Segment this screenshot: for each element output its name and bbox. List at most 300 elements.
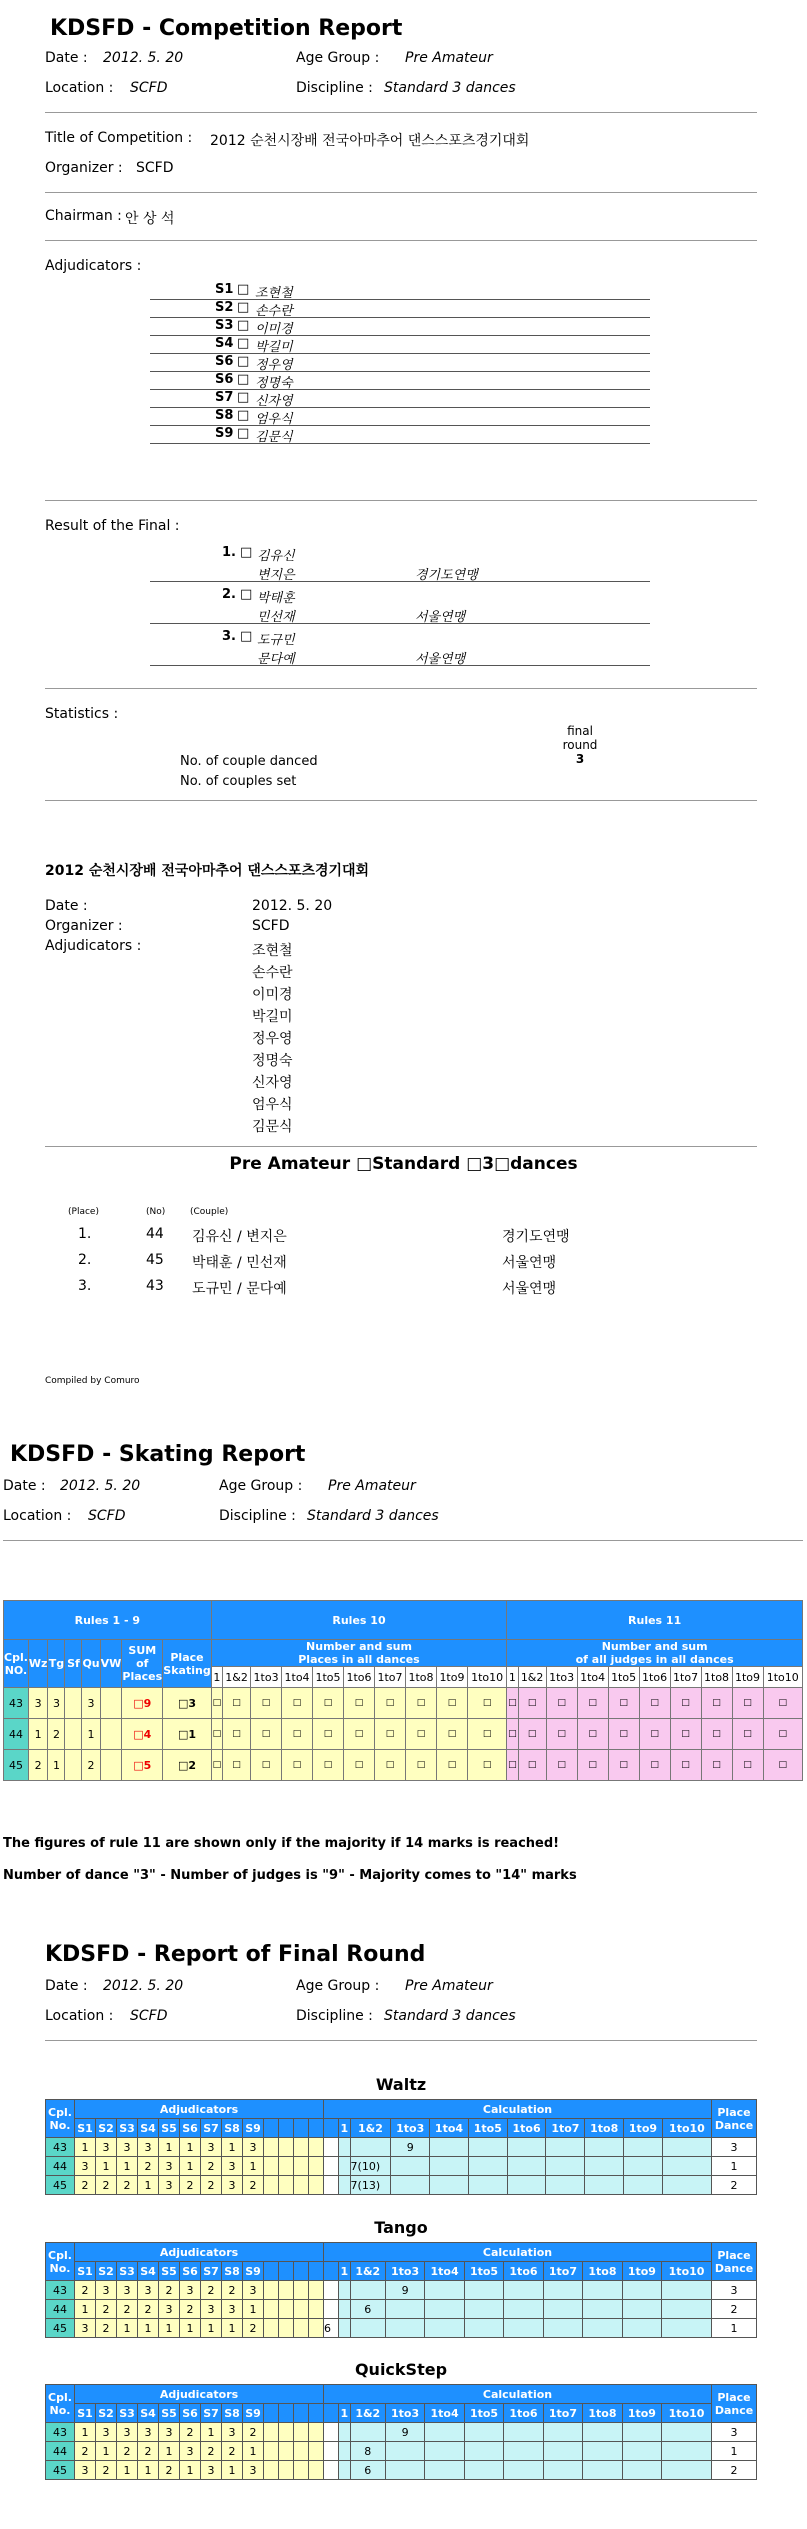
col-place-label: (Place) [68, 1207, 99, 1217]
age-group-value: Pre Amateur [405, 50, 493, 66]
place-dance-header-line2: Dance [714, 2118, 754, 2132]
judge-mark: 3 [75, 2319, 96, 2338]
sum-header-line1: SUM of [128, 1644, 157, 1670]
judge-mark: 1 [222, 2138, 243, 2157]
summary-number: 43 [146, 1278, 164, 1294]
judge-mark-empty [309, 2157, 324, 2176]
rule10-cell: □ [313, 1719, 344, 1750]
judge-header: S1 [75, 2262, 96, 2281]
divider [45, 688, 757, 689]
judge-mark: 1 [222, 2319, 243, 2338]
judge-mark: 3 [180, 2442, 201, 2461]
calc-cell [543, 2442, 582, 2461]
calc-cell [350, 2319, 385, 2338]
judge-mark-empty [264, 2300, 279, 2319]
calc-cell [662, 2176, 711, 2195]
pre-calc-cell [324, 2423, 339, 2442]
final-round-header-line1: final [567, 724, 593, 738]
rule11-cell: □ [701, 1719, 732, 1750]
judge-mark-empty [309, 2138, 324, 2157]
fr-row [46, 2138, 757, 2157]
cpl-header-line2: No. [49, 2118, 71, 2132]
judge-header: S8 [222, 2404, 243, 2423]
sum-header [122, 1640, 163, 1688]
result-club: 경기도연맹 [415, 568, 478, 583]
calc-cell [339, 2300, 351, 2319]
judge-mark: 1 [180, 2319, 201, 2338]
box-icon: □ [237, 354, 250, 369]
calculation-header: Calculation [324, 2100, 712, 2119]
calc-cell [543, 2319, 582, 2338]
pre-calc-cell [324, 2157, 339, 2176]
judge-mark: 2 [180, 2176, 201, 2195]
dance-place: 1 [28, 1719, 48, 1750]
calc-cell [339, 2442, 351, 2461]
rules-11-subheader [507, 1640, 803, 1667]
calc-column-header: 1to3 [546, 1667, 577, 1688]
calc-cell [583, 2319, 622, 2338]
judge-mark-empty [264, 2176, 279, 2195]
judge-mark: 3 [243, 2461, 264, 2480]
rule11-cell: □ [670, 1750, 701, 1781]
dance-place [100, 1750, 122, 1781]
calc-column-header: 1to10 [763, 1667, 802, 1688]
judge-header-empty [264, 2119, 279, 2138]
result-place: 1. [222, 545, 236, 560]
judge-mark-empty [294, 2281, 309, 2300]
calc-column-header: 1 [211, 1667, 222, 1688]
judge-header-empty [279, 2262, 294, 2281]
calc-column-header: 1to5 [464, 2262, 503, 2281]
summary-date-value: 2012. 5. 20 [252, 898, 333, 914]
sk-age-group-label: Age Group : [219, 1478, 303, 1494]
calc-cell [546, 2138, 585, 2157]
dance-header: Wz [28, 1640, 48, 1688]
rules-10-subheader [211, 1640, 507, 1667]
calc-column-header: 1to7 [543, 2404, 582, 2423]
calc-column-header: 1 [339, 2404, 351, 2423]
chairman-label: Chairman : [45, 208, 122, 224]
calc-column-header: 1&2 [350, 2119, 391, 2138]
calc-column-header: 1to10 [662, 2262, 712, 2281]
judge-mark: 2 [201, 2157, 222, 2176]
calc-cell [543, 2300, 582, 2319]
rule10-cell: □ [344, 1688, 375, 1719]
result-partner-1: 박태훈 [257, 591, 295, 606]
skating-note-1: The figures of rule 11 are shown only if the majority if 14 marks is reached! [3, 1836, 560, 1851]
result-partner-2: 문다예 [257, 652, 295, 667]
final-round-header-line2: round [562, 738, 598, 752]
calc-cell [622, 2281, 661, 2300]
judge-mark-empty [309, 2319, 324, 2338]
calculation-header: Calculation [324, 2385, 712, 2404]
summary-place: 3. [78, 1278, 92, 1294]
place-dance-header-line1: Place [717, 2390, 751, 2404]
rule11-cell: □ [608, 1719, 639, 1750]
judge-header: S5 [159, 2404, 180, 2423]
calc-cell [624, 2157, 663, 2176]
calc-cell [583, 2423, 622, 2442]
judge-mark: 3 [243, 2281, 264, 2300]
judge-mark: 1 [243, 2442, 264, 2461]
judge-mark: 2 [222, 2281, 243, 2300]
calc-cell [504, 2442, 543, 2461]
calc-column-header: 1to6 [507, 2119, 546, 2138]
calc-cell [504, 2461, 543, 2480]
dance-title: Tango [374, 2218, 428, 2237]
calc-column-header: 1to5 [468, 2119, 507, 2138]
divider [45, 800, 757, 801]
calc-cell [350, 2281, 385, 2300]
judge-mark: 3 [201, 2461, 222, 2480]
rule11-cell: □ [732, 1719, 763, 1750]
calc-column-header: 1&2 [350, 2404, 385, 2423]
calc-cell [339, 2461, 351, 2480]
fr-date-value: 2012. 5. 20 [103, 1978, 184, 1994]
result-underline [150, 581, 650, 582]
judge-mark: 2 [243, 2319, 264, 2338]
calc-cell [583, 2300, 622, 2319]
rule11-cell: □ [507, 1719, 518, 1750]
adjudicator-code: S1 [215, 282, 234, 297]
calc-cell [583, 2461, 622, 2480]
calc-column-header: 1 [339, 2119, 351, 2138]
dance-title: Waltz [375, 2075, 427, 2094]
calc-column-header: 1to9 [624, 2119, 663, 2138]
competition-title-label: Title of Competition : [45, 130, 193, 146]
rule11-cell: □ [507, 1750, 518, 1781]
calc-cell [425, 2442, 464, 2461]
calc-cell: 9 [385, 2423, 424, 2442]
judge-mark-empty [279, 2423, 294, 2442]
judge-header: S6 [180, 2119, 201, 2138]
box-icon: □ [237, 282, 250, 297]
calc-column-header: 1to8 [585, 2119, 624, 2138]
result-underline [150, 665, 650, 666]
summary-club: 경기도연맹 [502, 1229, 570, 1245]
calc-cell [543, 2461, 582, 2480]
pre-calc-header [324, 2404, 339, 2423]
calc-cell [425, 2281, 464, 2300]
judge-mark: 3 [138, 2281, 159, 2300]
organizer-label: Organizer : [45, 160, 123, 176]
calc-column-header: 1to9 [732, 1667, 763, 1688]
calc-column-header: 1to6 [504, 2262, 543, 2281]
calc-cell: 7(10) [350, 2157, 391, 2176]
calc-cell [464, 2319, 503, 2338]
rule11-cell: □ [701, 1688, 732, 1719]
judge-mark-empty [309, 2176, 324, 2195]
judge-header: S9 [243, 2404, 264, 2423]
calc-cell [662, 2281, 712, 2300]
judge-mark: 2 [180, 2423, 201, 2442]
judge-mark: 2 [138, 2442, 159, 2461]
sk-location-label: Location : [3, 1508, 72, 1524]
calc-cell [585, 2157, 624, 2176]
judge-header: S7 [201, 2262, 222, 2281]
judge-mark-empty [294, 2138, 309, 2157]
calc-column-header: 1to8 [405, 1667, 436, 1688]
calc-cell [430, 2157, 469, 2176]
skating-table-wrap [3, 1600, 803, 1781]
judge-mark-empty [279, 2442, 294, 2461]
judge-mark: 3 [75, 2461, 96, 2480]
calc-cell [339, 2157, 351, 2176]
box-icon: □ [240, 587, 253, 602]
rule11-cell: □ [639, 1750, 670, 1781]
sk-date-label: Date : [3, 1478, 46, 1494]
rule10-cell: □ [436, 1719, 467, 1750]
cpl-header-line2: No. [49, 2403, 71, 2417]
rule10-cell: □ [251, 1719, 282, 1750]
calc-column-header: 1to3 [385, 2404, 424, 2423]
place-skating-header [163, 1640, 211, 1688]
calc-cell [504, 2319, 543, 2338]
rule11-cell: □ [670, 1719, 701, 1750]
rules-11-subheader-line2: of all judges in all dances [575, 1653, 734, 1666]
calc-cell [425, 2423, 464, 2442]
judge-mark: 1 [96, 2157, 117, 2176]
final-round-table-wrap [45, 2384, 757, 2480]
adjudicators-header: Adjudicators [75, 2243, 324, 2262]
adjudicator-name: 신자영 [255, 394, 293, 409]
judge-mark: 1 [159, 2138, 180, 2157]
adjudicator-code: S8 [215, 408, 234, 423]
statistics-label: Statistics : [45, 706, 119, 722]
judge-mark: 1 [117, 2461, 138, 2480]
judge-header-empty [294, 2119, 309, 2138]
rule10-cell: □ [211, 1688, 222, 1719]
judge-mark: 3 [222, 2423, 243, 2442]
judge-header-empty [294, 2404, 309, 2423]
summary-place: 1. [78, 1226, 92, 1242]
judge-header: S5 [159, 2262, 180, 2281]
calc-column-header: 1to3 [251, 1667, 282, 1688]
judge-mark: 2 [96, 2461, 117, 2480]
rule10-cell: □ [282, 1750, 313, 1781]
pre-calc-cell [324, 2138, 339, 2157]
summary-number: 45 [146, 1252, 164, 1268]
rule11-cell: □ [763, 1688, 802, 1719]
summary-organizer-label: Organizer : [45, 918, 123, 934]
calc-column-header: 1to7 [670, 1667, 701, 1688]
place-skating-header-line2: Skating [163, 1663, 211, 1677]
judge-header-empty [264, 2404, 279, 2423]
summary-couple: 도규민 / 문다예 [192, 1281, 287, 1297]
box-icon: □ [237, 426, 250, 441]
fr-header-row [46, 2100, 757, 2119]
judge-mark-empty [264, 2138, 279, 2157]
sk-discipline-label: Discipline : [219, 1508, 296, 1524]
rule10-cell: □ [211, 1719, 222, 1750]
box-icon: □ [237, 390, 250, 405]
fr-age-group-label: Age Group : [296, 1978, 380, 1994]
summary-couple: 김유신 / 변지은 [192, 1229, 287, 1245]
chairman-value: 안 상 석 [125, 211, 175, 227]
judge-mark: 2 [75, 2281, 96, 2300]
judge-mark: 3 [138, 2423, 159, 2442]
calc-column-header: 1 [507, 1667, 518, 1688]
sk-discipline-value: Standard 3 dances [307, 1508, 439, 1524]
summary-adjudicator-name: 엄우식 [252, 1097, 293, 1113]
calc-cell [507, 2157, 546, 2176]
calc-column-header: 1to9 [622, 2404, 661, 2423]
fr-row [46, 2157, 757, 2176]
calc-column-header: 1to3 [391, 2119, 430, 2138]
judge-mark: 2 [117, 2442, 138, 2461]
judge-mark: 1 [75, 2300, 96, 2319]
calc-cell [622, 2300, 661, 2319]
judge-mark-empty [294, 2319, 309, 2338]
judge-header: S4 [138, 2404, 159, 2423]
col-couple-label: (Couple) [190, 1207, 229, 1217]
calc-cell [543, 2281, 582, 2300]
calc-column-header: 1&2 [223, 1667, 251, 1688]
box-icon: □ [237, 318, 250, 333]
judge-mark: 2 [138, 2300, 159, 2319]
rule11-cell: □ [546, 1719, 577, 1750]
rule11-cell: □ [732, 1750, 763, 1781]
rule10-cell: □ [344, 1750, 375, 1781]
rule10-cell: □ [467, 1688, 506, 1719]
judge-mark: 2 [138, 2157, 159, 2176]
judge-mark: 1 [159, 2442, 180, 2461]
calc-cell [624, 2176, 663, 2195]
divider [3, 1540, 803, 1541]
cpl-number: 44 [46, 2157, 75, 2176]
adjudicator-code: S6 [215, 354, 234, 369]
rule11-cell: □ [518, 1719, 546, 1750]
sk-age-group-value: Pre Amateur [328, 1478, 416, 1494]
adjudicator-name: 김문식 [255, 430, 293, 445]
judge-mark: 2 [243, 2423, 264, 2442]
calc-cell [583, 2442, 622, 2461]
calc-cell [425, 2319, 464, 2338]
judge-header: S7 [201, 2404, 222, 2423]
cpl-header-line2: NO. [4, 1663, 28, 1677]
judge-header: S3 [117, 2404, 138, 2423]
box-icon: □ [237, 408, 250, 423]
summary-adjudicator-name: 손수란 [252, 965, 293, 981]
calc-cell [468, 2176, 507, 2195]
place-dance-header [712, 2243, 757, 2281]
calc-cell: 7(13) [350, 2176, 391, 2195]
calc-cell [468, 2157, 507, 2176]
place-dance: 3 [712, 2423, 757, 2442]
rules-10-subheader-line2: Places in all dances [298, 1653, 420, 1666]
judge-mark: 1 [117, 2157, 138, 2176]
cpl-header-line2: No. [49, 2261, 71, 2275]
judge-mark-empty [309, 2281, 324, 2300]
fr-row [46, 2442, 757, 2461]
fr-row [46, 2176, 757, 2195]
skating-row [4, 1688, 803, 1719]
dance-place [65, 1750, 82, 1781]
calc-cell [385, 2461, 424, 2480]
result-underline [150, 623, 650, 624]
dance-place [65, 1719, 82, 1750]
calc-cell: 6 [350, 2300, 385, 2319]
dance-header: Sf [65, 1640, 82, 1688]
judge-mark: 1 [75, 2423, 96, 2442]
judge-mark: 3 [159, 2176, 180, 2195]
calc-column-header: 1 [339, 2262, 351, 2281]
adjudicator-name: 정명숙 [255, 376, 293, 391]
rules-11-subheader-line1: Number and sum [601, 1640, 708, 1653]
judge-mark-empty [264, 2281, 279, 2300]
rule10-cell: □ [282, 1719, 313, 1750]
rule11-cell: □ [639, 1719, 670, 1750]
judge-mark: 1 [75, 2138, 96, 2157]
judge-mark: 2 [159, 2461, 180, 2480]
rule11-cell: □ [701, 1750, 732, 1781]
adjudicator-name: 조현철 [255, 286, 293, 301]
judge-header: S6 [180, 2262, 201, 2281]
adjudicator-name: 엄우식 [255, 412, 293, 427]
calc-column-header: 1to7 [543, 2262, 582, 2281]
adjudicator-underline [150, 443, 650, 444]
judge-header: S3 [117, 2262, 138, 2281]
calc-cell [622, 2442, 661, 2461]
summary-adjudicator-name: 이미경 [252, 987, 293, 1003]
rule11-cell: □ [608, 1750, 639, 1781]
dance-header: Tg [48, 1640, 65, 1688]
judge-mark: 2 [117, 2300, 138, 2319]
place-dance-header-line2: Dance [714, 2261, 754, 2275]
dance-header: Qu [82, 1640, 100, 1688]
adjudicator-code: S4 [215, 336, 234, 351]
judge-mark: 3 [96, 2138, 117, 2157]
rule11-cell: □ [763, 1719, 802, 1750]
rule10-cell: □ [344, 1719, 375, 1750]
judge-mark: 3 [117, 2138, 138, 2157]
sum-of-places: □4 [122, 1719, 163, 1750]
judge-header: S9 [243, 2119, 264, 2138]
adjudicators-header: Adjudicators [75, 2100, 324, 2119]
rule10-cell: □ [375, 1719, 406, 1750]
calc-cell [622, 2319, 661, 2338]
judge-mark-empty [279, 2300, 294, 2319]
calc-cell [585, 2138, 624, 2157]
calc-cell [546, 2157, 585, 2176]
judge-header-empty [279, 2404, 294, 2423]
dance-place: 2 [28, 1750, 48, 1781]
place-dance: 1 [712, 2157, 757, 2176]
judge-mark-empty [294, 2176, 309, 2195]
judge-mark: 2 [243, 2176, 264, 2195]
rule10-cell: □ [405, 1750, 436, 1781]
pre-calc-cell [324, 2461, 339, 2480]
fr-row [46, 2461, 757, 2480]
fr-header-row [46, 2243, 757, 2262]
judge-mark: 2 [75, 2176, 96, 2195]
dance-place [100, 1719, 122, 1750]
divider [45, 192, 757, 193]
organizer-value: SCFD [136, 160, 174, 176]
judge-mark: 3 [138, 2138, 159, 2157]
cpl-number: 43 [46, 2138, 75, 2157]
calc-column-header: 1to8 [701, 1667, 732, 1688]
judge-header: S2 [96, 2119, 117, 2138]
rule10-cell: □ [375, 1688, 406, 1719]
place-skating: □3 [163, 1688, 211, 1719]
rule10-cell: □ [436, 1750, 467, 1781]
rule10-cell: □ [282, 1688, 313, 1719]
calc-column-header: 1to4 [425, 2404, 464, 2423]
calc-cell [468, 2138, 507, 2157]
final-round-table [45, 2242, 757, 2338]
judge-mark: 2 [159, 2281, 180, 2300]
